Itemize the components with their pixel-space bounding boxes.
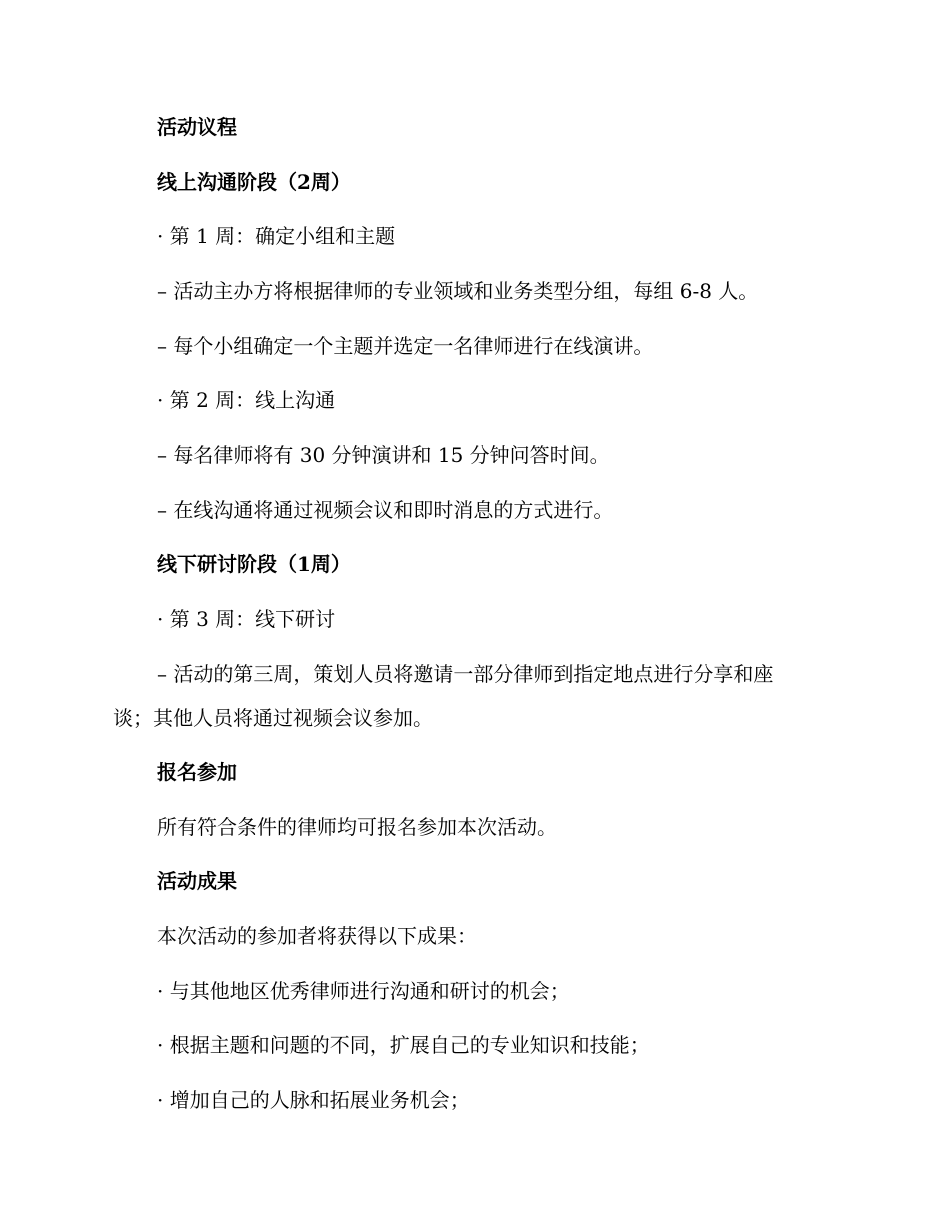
result-item-3: · 增加自己的人脉和拓展业务机会； (157, 1088, 470, 1112)
week2-item-2: – 在线沟通将通过视频会议和即时消息的方式进行。 (157, 498, 614, 522)
offline-stage-heading: 线下研讨阶段（1周） (157, 552, 351, 576)
agenda-heading: 活动议程 (157, 115, 237, 139)
week1-item-2: – 每个小组确定一个主题并选定一名律师进行在线演讲。 (157, 334, 654, 358)
results-heading: 活动成果 (157, 869, 237, 893)
results-intro: 本次活动的参加者将获得以下成果： (157, 924, 477, 948)
week3-item-1-line-1: – 活动的第三周，策划人员将邀请一部分律师到指定地点进行分享和座 (157, 662, 774, 686)
week1-item-1: – 活动主办方将根据律师的专业领域和业务类型分组，每组 6-8 人。 (157, 279, 759, 303)
week1-heading: · 第 1 周：确定小组和主题 (157, 224, 396, 248)
week2-heading: · 第 2 周：线上沟通 (157, 388, 336, 412)
week3-heading: · 第 3 周：线下研讨 (157, 607, 336, 631)
result-item-2: · 根据主题和问题的不同，扩展自己的专业知识和技能； (157, 1033, 650, 1057)
week2-item-1: – 每名律师将有 30 分钟演讲和 15 分钟问答时间。 (157, 443, 610, 467)
signup-text: 所有符合条件的律师均可报名参加本次活动。 (157, 815, 557, 839)
result-item-1: · 与其他地区优秀律师进行沟通和研讨的机会； (157, 979, 570, 1003)
online-stage-heading: 线上沟通阶段（2周） (157, 170, 351, 194)
week3-item-1-line-2: 谈；其他人员将通过视频会议参加。 (113, 706, 433, 730)
signup-heading: 报名参加 (157, 760, 237, 784)
